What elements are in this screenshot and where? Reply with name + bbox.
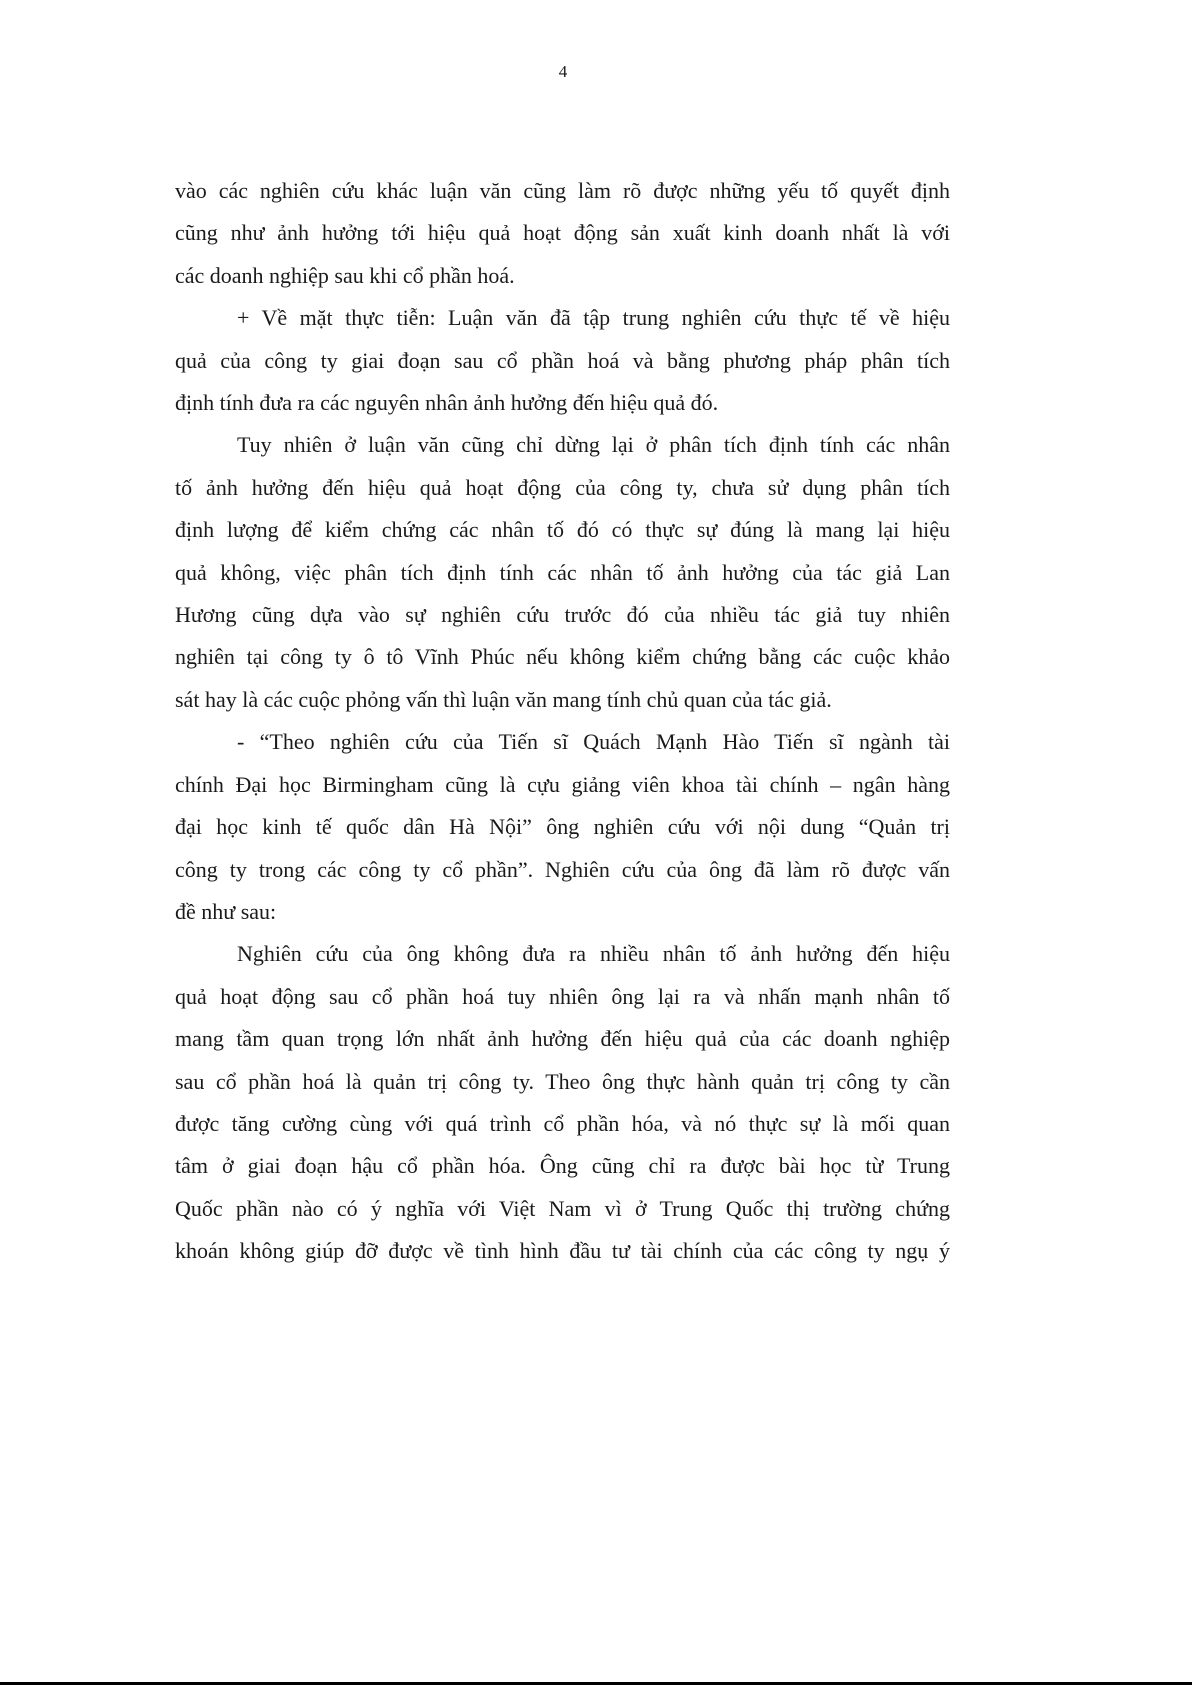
text-line: Hương cũng dựa vào sự nghiên cứu trước đó của nhiều tác giả tuy nhiên — [175, 602, 950, 628]
text-line: tâm ở giai đoạn hậu cổ phần hóa. Ông cũng chỉ ra được bài học từ Trung — [175, 1153, 950, 1179]
text-line: mang tầm quan trọng lớn nhất ảnh hưởng đến hiệu quả của các doanh nghiệp — [175, 1026, 950, 1052]
text-line: - “Theo nghiên cứu của Tiến sĩ Quách Mạnh Hào Tiến sĩ ngành tài — [237, 729, 950, 755]
body-text — [175, 170, 950, 1273]
text-line: sau cổ phần hoá là quản trị công ty. Theo ông thực hành quản trị công ty cần — [175, 1068, 950, 1094]
text-line: quả của công ty giai đoạn sau cổ phần hoá và bằng phương pháp phân tích — [175, 347, 950, 373]
page-number: 4 — [558, 62, 568, 81]
text-line: vào các nghiên cứu khác luận văn cũng làm rõ được những yếu tố quyết định — [175, 178, 950, 203]
text-line: được tăng cường cùng với quá trình cổ phần hóa, và nó thực sự là mối quan — [175, 1110, 950, 1136]
paragraph — [175, 721, 950, 933]
text-line: đại học kinh tế quốc dân Hà Nội” ông nghiên cứu với nội dung “Quản trị — [175, 814, 950, 840]
text-line: Nghiên cứu của ông không đưa ra nhiều nhân tố ảnh hưởng đến hiệu — [237, 941, 950, 967]
paragraph — [175, 424, 950, 721]
text-line: quả hoạt động sau cổ phần hoá tuy nhiên ông lại ra và nhấn mạnh nhân tố — [175, 983, 950, 1009]
text-line: đề như sau: — [175, 898, 277, 924]
text-line: công ty trong các công ty cổ phần”. Nghiên cứu của ông đã làm rõ được vấn — [175, 856, 950, 882]
text-line: + Về mặt thực tiễn: Luận văn đã tập trung nghiên cứu thực tế về hiệu — [237, 305, 950, 331]
text-line: tố ảnh hưởng đến hiệu quả hoạt động của công ty, chưa sử dụng phân tích — [175, 474, 950, 500]
text-line: các doanh nghiệp sau khi cổ phần hoá. — [175, 262, 515, 288]
paragraph — [175, 297, 950, 424]
text-line: chính Đại học Birmingham cũng là cựu giảng viên khoa tài chính – ngân hàng — [175, 771, 950, 797]
text-line: khoán không giúp đỡ được về tình hình đầu tư tài chính của các công ty ngụ ý — [175, 1238, 950, 1264]
paragraph — [175, 170, 950, 297]
text-line: Quốc phần nào có ý nghĩa với Việt Nam vì ở Trung Quốc thị trường chứng — [175, 1195, 950, 1221]
text-line: cũng như ảnh hưởng tới hiệu quả hoạt động sản xuất kinh doanh nhất là với — [175, 220, 950, 246]
text-line: nghiên tại công ty ô tô Vĩnh Phúc nếu không kiểm chứng bằng các cuộc khảo — [175, 644, 950, 670]
text-line: định tính đưa ra các nguyên nhân ảnh hưởng đến hiệu quả đó. — [175, 390, 719, 416]
text-line: quả không, việc phân tích định tính các nhân tố ảnh hưởng của tác giả Lan — [175, 559, 950, 585]
text-line: sát hay là các cuộc phỏng vấn thì luận văn mang tính chủ quan của tác giả. — [175, 686, 832, 712]
text-line: định lượng để kiểm chứng các nhân tố đó có thực sự đúng là mang lại hiệu — [175, 517, 950, 543]
paragraph — [175, 933, 950, 1272]
text-line: Tuy nhiên ở luận văn cũng chỉ dừng lại ở phân tích định tính các nhân — [237, 432, 950, 458]
